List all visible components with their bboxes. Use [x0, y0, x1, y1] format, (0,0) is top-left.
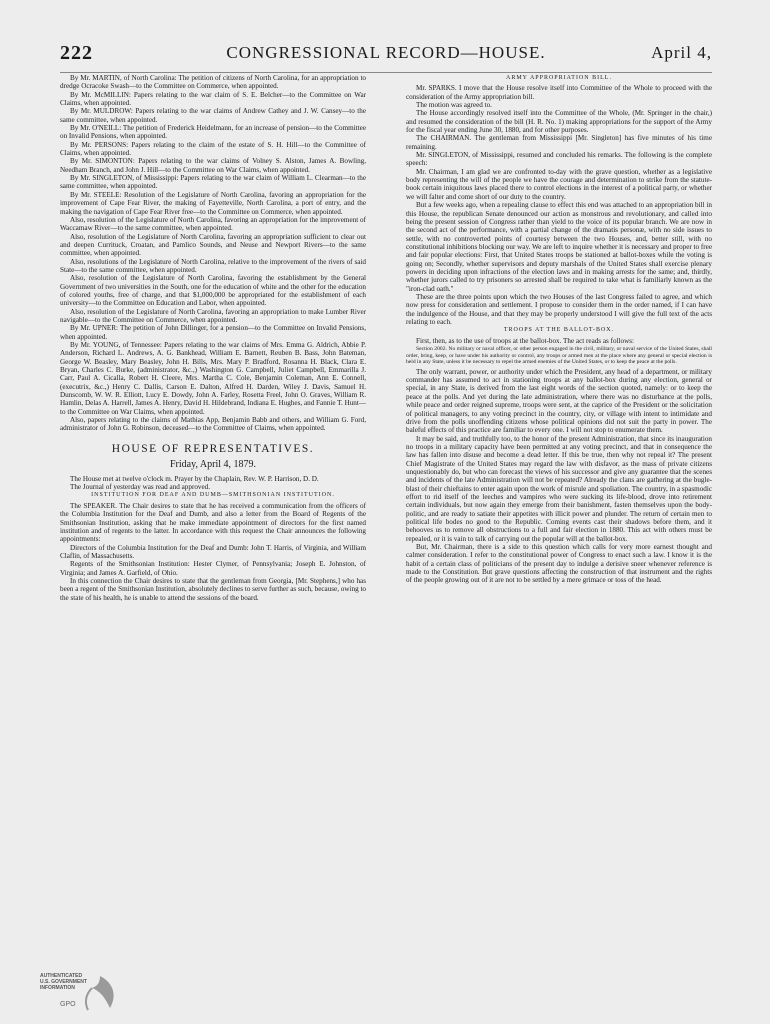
page-title: CONGRESSIONAL RECORD—HOUSE. [226, 43, 546, 62]
paragraph: The only warrant, power, or authority under which the President, any head of a department, or military commander has assumed to act in stationing troops at any ballot-box during any election, general or special, in any State, is derived from the last eight words of the section quoted, namely: or to keep the peace at the polls. And yet during the late administration, where there was no disturbance at the polls, while peace and order reigned supreme, troops were sent, at the caprice of the President or the solicitation of political managers, to any voting precinct in the country, city, or village with intent to intimidate and drive from the polls unoffending citizens whose political opinions did not suit the party in power. The baleful effects of this practice are familiar to every one. I will not stop to enumerate them. [406, 367, 712, 435]
house-date: Friday, April 4, 1879. [169, 458, 256, 470]
paragraph: But, Mr. Chairman, there is a side to this question which calls for very more earnest thought and calmer consideration. I refer to the constitutional power of Congress to enact such a law. I know it is the habit of a certain class of politicians of the present day to indulge a derisive sneer whenever reference is made to the Constitution. But grave questions affecting the construction of that instrument and the rights of the people growing out of it are not to be settled by a mere grimace or toss of the head. [406, 543, 712, 585]
paragraph: By Mr. MARTIN, of North Carolina: The petition of citizens of North Carolina, for an appropriation to dredge Ocracoke Swash—to the Committee on Commerce, when appointed. [60, 74, 366, 91]
paragraph: These are the three points upon which the two Houses of the last Congress failed to agree, and which now press for consideration and settlement. I propose to consider them in the order named, if I can have the indulgence of the House, and that they may be properly understood I will give the full text of the acts relating to each. [406, 292, 712, 326]
paragraph: By Mr. McMILLIN: Papers relating to the war claim of S. E. Belcher—to the Committee on War Claims, when appointed. [60, 90, 366, 108]
right-column [406, 74, 712, 974]
left-paragraphs-end [60, 502, 366, 602]
paragraph: The SPEAKER. The Chair desires to state that he has received a communication from the officers of the Columbia Institution for the Deaf and Dumb, and also a letter from the Board of Regents of the Smithsonian Institution, asking that he make immediate appointment of directors for the first named institution and of regents to the latter. In accordance with this request the Chair announces the following appointments: [60, 501, 366, 544]
paragraph: In this connection the Chair desires to state that the gentleman from Georgia, [Mr. Stephens,] who has been a regent of the Smithsonian Institution, absolutely declines to serve further as such, because, owing to the state of his health, he is unable to attend the sessions of the board. [60, 576, 366, 602]
page-number: 222 [60, 42, 93, 64]
paragraph: Also, resolution of the Legislature of North Carolina, favoring an appropriation for the improvement of Waccamaw River—to the same committee, when appointed. [60, 215, 366, 233]
left-paragraphs-before [60, 74, 366, 433]
paragraph: The Journal of yesterday was read and approved. [70, 483, 210, 492]
paragraph: By Mr. PERSONS: Papers relating to the claim of the estate of S. H. Hill—to the Committee of Claims, when appointed. [60, 140, 366, 158]
paragraph: It may be said, and truthfully too, to the honor of the present Administration, that since its inauguration no troops in a military capacity have been permitted at any voting precinct, and that in consequence the law has fallen into disuse and become a dead letter. If this be true, then why not repeal it? The present Chief Magistrate of the United States may regard the law with disfavor, as the mass of private citizens unquestionably do, but who can forecast the views of his successor and give any guarantee that the scenes and incidents of the late Administration will not be repeated? Already the clans are gathering at the bugle-blast of their chieftains to enter again upon the work of misrule and spoliation. The country, in a spasmodic effort to rid itself of the leeches and vampires who were sucking its life-blood, drove into retirement certain individuals, but now again they emerge from their banishment, fasten themselves upon the body-politic, and are ready to satiate their appetites with illicit power and plunder. The return of certain men to political life bodes no good to the Republic. Coming events cast their shadows before them, and it behooves us to remove all obstructions to a full and fair election in 1880. This act with others must be repealed, or it is vain to talk of carrying out the popular will at the ballot-box. [406, 434, 712, 543]
paragraph: Also, resolution of the Legislature of North Carolina, favoring the establishment by the General Government of two universities in the South, one for the education of white and the other for the education of colored youths, free of charge, and that $1,000,000 be appropriated for the establishment of each university—to the Committee on Education and Labor, when appointed. [60, 274, 366, 308]
house-heading: HOUSE OF REPRESENTATIVES. [111, 442, 315, 455]
statute-quote: Section 2002. No military or naval officer, or other person engaged in the civil, military, or naval service of the United States, shall order, bring, keep, or have under his authority or control, any troops or armed men at the place where any general or special election is held in any State, unless it be necessary to repel the armed enemies of the United States, or to keep the peace at the polls. [406, 346, 712, 366]
right-paragraphs-a [406, 84, 712, 326]
gpo-authentication-logo [40, 968, 130, 1016]
page-date: April 4, [651, 43, 712, 62]
paragraph: By Mr. SINGLETON, of Mississippi: Papers relating to the war claim of William L. Clearman—to the same committee, when appointed. [60, 174, 366, 191]
paragraph: But a few weeks ago, when a repealing clause to effect this end was attached to an appropriation bill in this House, the republican Senate denounced our action as monstrous and revolutionary, and called into being the present session of Congress rather than yield to the voice of its popular branch. We are now in the second act of the performance, with a partial change of the dramatis personæ, with no side issues to settle, with no controverted points of courtesy between the two Houses, and, better still, with no constitutional inhibitions blocking our way. We are left to inquire whether it is necessary and proper to free and fair popular elections: First, that United States troops be stationed at ballot-boxes while the voting is going on; Secondly, whether supervisors and deputy marshals of the United States shall exercise plenary powers in deciding upon infractions of the election laws and in making arrests for the same; and, thirdly, whether jurors called to try prisoners so arrested shall be required to take what is familiarly known as the "iron-clad oath." [406, 201, 712, 293]
paragraph: Also, resolutions of the Legislature of North Carolina, relative to the improvement of the rivers of said State—to the same committee, when appointed. [60, 257, 366, 274]
paragraph: The CHAIRMAN. The gentleman from Mississippi [Mr. Singleton] has five minutes of his time remaining. [406, 134, 712, 151]
paragraph: The motion was agreed to. [416, 101, 492, 110]
paragraph: The House met at twelve o'clock m. Prayer by the Chaplain, Rev. W. P. Harrison, D. D. [70, 474, 319, 483]
left-paragraphs-after [60, 475, 366, 492]
paragraph: Directors of the Columbia Institution for the Deaf and Dumb: John T. Harris, of Virginia, and William Claflin, of Massachusetts. [60, 543, 366, 560]
page-header [60, 38, 712, 73]
army-heading: ARMY APPROPRIATION BILL. [506, 75, 612, 81]
paragraph: By Mr. STEELE: Resolution of the Legislature of North Carolina, favoring an appropriation for the improvement of Cape Fear River, the making of Fayetteville, North Carolina, a port of entry, and the making the navigation of Cape Fear River free—to the Committee on Commerce, when appointed. [60, 190, 366, 216]
paragraph: By Mr. UPNER: The petition of John Dillinger, for a pension—to the Committee on Invalid Pensions, when appointed. [60, 324, 366, 341]
paragraph: Also, resolution of the Legislature of North Carolina, favoring an appropriation to make Lumber River navigable—to the Committee on Commerce, when appointed. [60, 307, 366, 324]
paragraph: Also, resolution of the Legislature of North Carolina, favoring an appropriation sufficient to clear out and deepen Currituck, Croatan, and Pamlico Sounds, and Neuse and Newport Rivers—to the same committee, when appointed. [60, 232, 366, 258]
paragraph: By Mr. YOUNG, of Tennessee: Papers relating to the war claims of Mrs. Emma G. Aldrich, Abbie P. Anderson, Richard L. Andrews, A. G. Bankhead, William E. Barnett, Reuben B. Bass, John Bateman, George W. Beasley, Mary Beasley, John H. Bills, Mrs. Mary P. Bradford, Rosanna H. Black, Clara E. Bryan, Charles C. Burke, (administrator, &c.,) Washington G. Campbell, Juliet Campbell, Emmarilla J. Carr, Paul A. Cicalla, Robert H. Cleere, Mrs. Martha C. Cole, Benjamin Coleman, Ann E. Connell, (executrix, &c.,) Henry C. Dallis, Carson E. Dalton, Alfred H. Darden, Wiley J. Davis, Samuel H. Dunscomb, W. W. R. Elliott, Lucy E. Dowdy, John A. Farley, Rosetta Freel, John O. Graves, William R. Hamlin, Delas A. Harrell, James A. Henry, David H. Hildebrand, Indiana E. Hughes, and Fannie T. Hunt—to the Committee on War Claims, when appointed. [60, 341, 366, 416]
institution-heading: INSTITUTION FOR DEAF AND DUMB—SMITHSONIAN INSTITUTION. [91, 492, 335, 499]
right-paragraphs-b [406, 368, 712, 585]
troops-intro: First, then, as to the use of troops at the ballot-box. The act reads as follows: [416, 336, 635, 345]
gpo-label: GPO [60, 1001, 76, 1008]
paragraph: Regents of the Smithsonian Institution: Hester Clymer, of Pennsylvania; Joseph E. Johnston, of Virginia; and James A. Garfield, of Ohio. [60, 560, 366, 577]
paragraph: Mr. Chairman, I am glad we are confronted to-day with the grave question, whether as a legislative body representing the will of the people we have the courage and determination to strike from the statute-book certain iniquitous laws placed there to control elections in the interest of a political party, or whether we will falter and come short of our duty to the country. [406, 167, 712, 201]
paragraph: The House accordingly resolved itself into the Committee of the Whole, (Mr. Springer in the chair,) and resumed the consideration of the bill (H. R. No. 1) making appropriations for the support of the Army for the fiscal year ending June 30, 1880, and for other purposes. [406, 109, 712, 135]
paragraph: By Mr. O'NEILL: The petition of Frederick Heidelmann, for an increase of pension—to the Committee on Invalid Pensions, when appointed. [60, 124, 366, 141]
paragraph: Mr. SPARKS. I move that the House resolve itself into Committee of the Whole to proceed with the consideration of the Army appropriation bill. [406, 84, 712, 101]
paragraph: Mr. SINGLETON, of Mississippi, resumed and concluded his remarks. The following is the complete speech: [406, 151, 712, 168]
paragraph: Also, papers relating to the claims of Mathias App, Benjamin Babb and others, and William G. Ford, administrator of John G. Robinson, deceased—to the Committee of Claims, when appointed. [60, 416, 366, 433]
authentication-text: AUTHENTICATED U.S. GOVERNMENT INFORMATION [40, 973, 87, 991]
paragraph: By Mr. MULDROW: Papers relating to the war claims of Andrew Cathey and J. W. Cansey—to the same committee, when appointed. [60, 107, 366, 124]
paragraph: By Mr. SIMONTON: Papers relating to the war claims of Volney S. Alston, James A. Bowling, Needham Branch, and John J. Hill—to the Committee on War Claims, when appointed. [60, 157, 366, 174]
left-column [60, 74, 366, 974]
troops-heading: TROOPS AT THE BALLOT-BOX. [503, 327, 615, 334]
